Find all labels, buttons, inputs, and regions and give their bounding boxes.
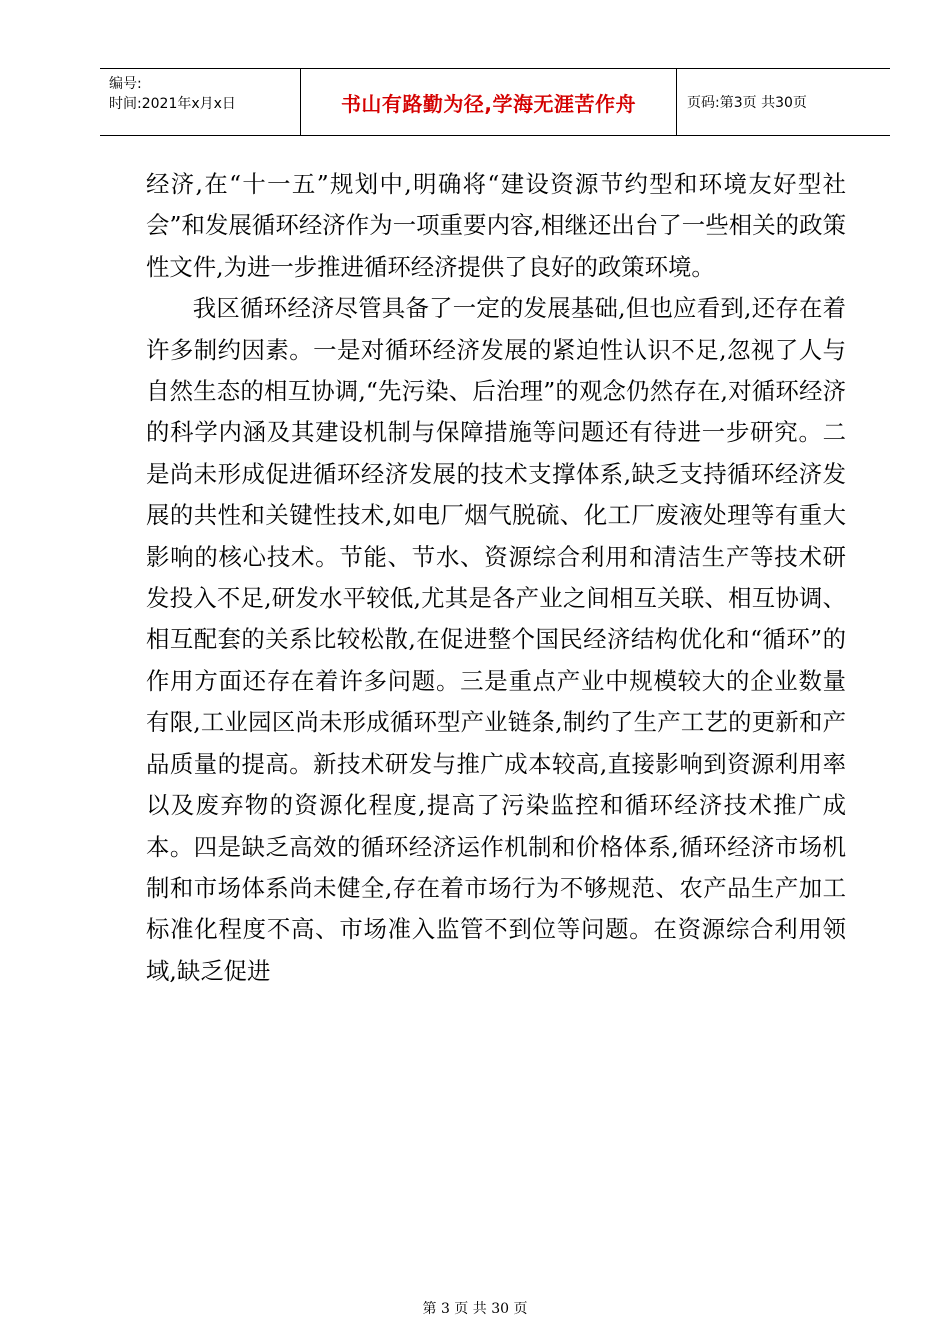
header-meta-cell	[100, 69, 301, 135]
header-motto: 书山有路勤为径,学海无涯苦作舟	[340, 91, 637, 116]
document-number-label: 编号:	[109, 76, 142, 92]
body-paragraph-2: 我区循环经济尽管具备了一定的发展基础,但也应看到,还存在着许多制约因素。一是对循环经济发展的紧迫性认识不足,忽视了人与自然生态的相互协调,“先污染、后治理”的观念仍然存在,对循环经济的科学内涵及其建设机制与保障措施等问题还有待进一步研究。二是尚未形成促进循环经济发展的技术支撑体系,缺乏支持循环经济发展的共性和关键性技术,如电厂烟气脱硫、化工厂废液处理等有重大影响的核心技术。节能、节水、资源综合利用和清洁生产等技术研发投入不足,研发水平较低,尤其是各产业之间相互关联、相互协调、相互配套的关系比较松散,在促进整个国民经济结构优化和“循环”的作用方面还存在着许多问题。三是重点产业中规模较大的企业数量有限,工业园区尚未形成循环型产业链条,制约了生产工艺的更新和产品质量的提高。新技术研发与推广成本较高,直接影响到资源利用率以及废弃物的资源化程度,提高了污染监控和循环经济技术推广成本。四是缺乏高效的循环经济运作机制和价格体系,循环经济市场机制和市场体系尚未健全,存在着市场行为不够规范、农产品生产加工标准化程度不高、市场准入监管不到位等问题。在资源综合利用领域,缺乏促进	[146, 294, 846, 985]
header-motto-cell	[301, 69, 677, 135]
document-time-label: 时间:2021年x月x日	[109, 96, 236, 112]
page-footer: 第 3 页 共 30 页	[422, 1301, 528, 1317]
body-paragraph-1: 经济,在“十一五”规划中,明确将“建设资源节约型和环境友好型社会”和发展循环经济作为一项重要内容,相继还出台了一些相关的政策性文件,为进一步推进循环经济提供了良好的政策环境。	[146, 170, 846, 281]
document-body	[146, 164, 846, 992]
header-page-cell	[677, 69, 890, 135]
page-header	[100, 68, 890, 136]
header-page-code: 页码:第3页 共30页	[687, 95, 807, 111]
